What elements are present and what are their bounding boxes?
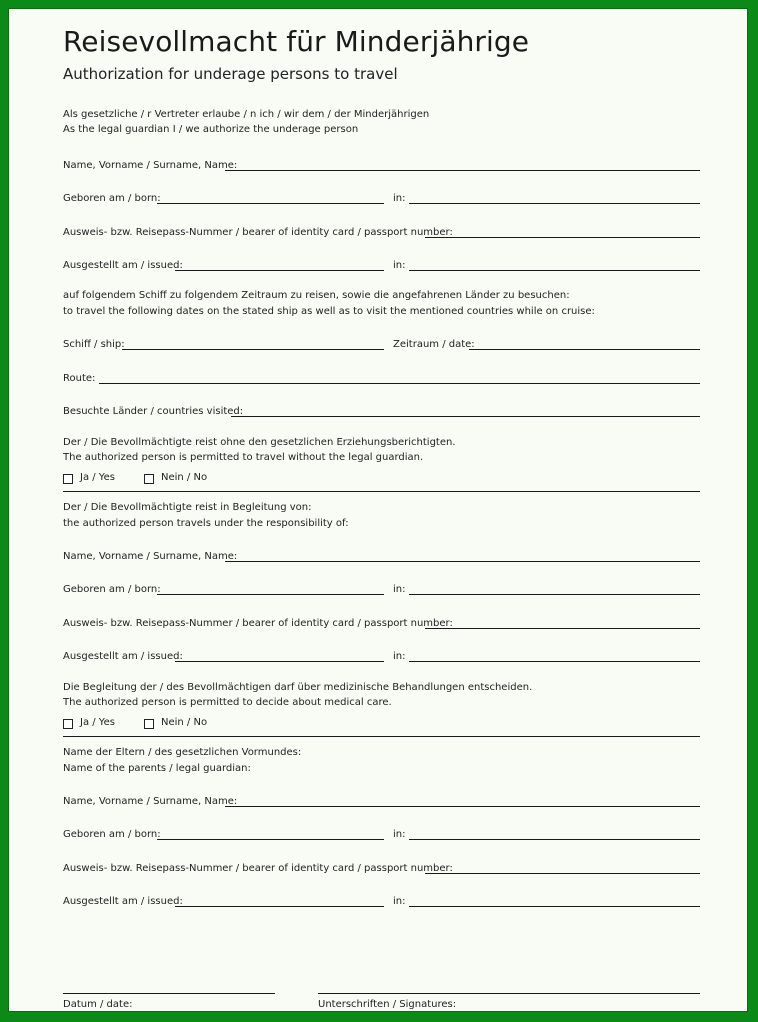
section-divider	[63, 491, 700, 492]
alone-question-de: Der / Die Bevollmächtigte reist ohne den gesetzlichen Erziehungsberichtigten.	[63, 437, 456, 448]
minor-passport-field[interactable]	[425, 237, 700, 238]
parent-born-in-label: in:	[393, 829, 406, 840]
date-signature-line[interactable]	[63, 993, 275, 994]
companion-born-place-field[interactable]	[409, 594, 700, 595]
companion-born-label: Geboren am / born:	[63, 584, 161, 595]
alone-question-en: The authorized person is permitted to travel without the legal guardian.	[63, 452, 424, 463]
countries-label: Besuchte Länder / countries visited:	[63, 406, 244, 417]
companion-born-date-field[interactable]	[157, 594, 384, 595]
companion-born-in-label: in:	[393, 584, 406, 595]
parents-intro-de: Name der Eltern / des gesetzlichen Vormundes:	[63, 747, 302, 758]
alone-yes-checkbox[interactable]	[63, 474, 73, 484]
travel-intro-de: auf folgendem Schiff zu folgendem Zeitraum zu reisen, sowie die angefahrenen Länder zu besuchen:	[63, 290, 570, 301]
travel-intro-en: to travel the following dates on the stated ship as well as to visit the mentioned countries while on cruise:	[63, 306, 595, 317]
parent-issued-date-field[interactable]	[175, 906, 384, 907]
ship-label: Schiff / ship:	[63, 339, 125, 350]
alone-no-label: Nein / No	[161, 472, 208, 483]
medical-question-en: The authorized person is permitted to decide about medical care.	[63, 697, 392, 708]
companion-intro-de: Der / Die Bevollmächtigte reist in Begleitung von:	[63, 502, 312, 513]
route-label: Route:	[63, 373, 96, 384]
minor-born-date-field[interactable]	[157, 203, 384, 204]
intro-de: Als gesetzliche / r Vertreter erlaube / n ich / wir dem / der Minderjährigen	[63, 109, 430, 120]
companion-issued-in-label: in:	[393, 651, 406, 662]
parent-passport-field[interactable]	[425, 873, 700, 874]
medical-question-de: Die Begleitung der / des Bevollmächtigen darf über medizinische Behandlungen entscheiden.	[63, 682, 533, 693]
minor-born-place-field[interactable]	[409, 203, 700, 204]
parent-issued-place-field[interactable]	[409, 906, 700, 907]
parent-born-label: Geboren am / born:	[63, 829, 161, 840]
parent-issued-label: Ausgestellt am / issued:	[63, 896, 183, 907]
minor-issued-date-field[interactable]	[175, 270, 384, 271]
companion-intro-en: the authorized person travels under the responsibility of:	[63, 518, 349, 529]
alone-no-checkbox[interactable]	[144, 474, 154, 484]
intro-en: As the legal guardian I / we authorize the underage person	[63, 124, 359, 135]
companion-passport-label: Ausweis- bzw. Reisepass-Nummer / bearer of identity card / passport number:	[63, 618, 453, 629]
section-divider	[63, 736, 700, 737]
medical-yes-checkbox[interactable]	[63, 719, 73, 729]
period-label: Zeitraum / date:	[393, 339, 475, 350]
medical-no-checkbox[interactable]	[144, 719, 154, 729]
minor-born-in-label: in:	[393, 193, 406, 204]
period-field[interactable]	[469, 349, 700, 350]
companion-issued-date-field[interactable]	[175, 661, 384, 662]
parent-issued-in-label: in:	[393, 896, 406, 907]
parent-born-date-field[interactable]	[157, 839, 384, 840]
minor-name-field[interactable]	[225, 170, 700, 171]
minor-issued-in-label: in:	[393, 260, 406, 271]
date-label: Datum / date:	[63, 999, 133, 1010]
countries-field[interactable]	[231, 416, 700, 417]
companion-passport-field[interactable]	[425, 628, 700, 629]
parent-name-field[interactable]	[225, 806, 700, 807]
companion-name-field[interactable]	[225, 561, 700, 562]
minor-born-label: Geboren am / born:	[63, 193, 161, 204]
companion-issued-label: Ausgestellt am / issued:	[63, 651, 183, 662]
minor-name-label: Name, Vorname / Surname, Name:	[63, 160, 238, 171]
parent-name-label: Name, Vorname / Surname, Name:	[63, 796, 238, 807]
route-field[interactable]	[99, 383, 700, 384]
medical-no-label: Nein / No	[161, 717, 208, 728]
form-subtitle: Authorization for underage persons to travel	[63, 65, 398, 83]
companion-issued-place-field[interactable]	[409, 661, 700, 662]
form-page	[8, 8, 748, 1012]
signatures-label: Unterschriften / Signatures:	[318, 999, 457, 1010]
minor-issued-place-field[interactable]	[409, 270, 700, 271]
parent-born-place-field[interactable]	[409, 839, 700, 840]
ship-field[interactable]	[122, 349, 384, 350]
medical-yes-label: Ja / Yes	[80, 717, 115, 728]
signatures-line[interactable]	[318, 993, 700, 994]
parent-passport-label: Ausweis- bzw. Reisepass-Nummer / bearer of identity card / passport number:	[63, 863, 453, 874]
minor-passport-label: Ausweis- bzw. Reisepass-Nummer / bearer of identity card / passport number:	[63, 227, 453, 238]
form-title: Reisevollmacht für Minderjährige	[63, 25, 530, 58]
minor-issued-label: Ausgestellt am / issued:	[63, 260, 183, 271]
alone-yes-label: Ja / Yes	[80, 472, 115, 483]
parents-intro-en: Name of the parents / legal guardian:	[63, 763, 251, 774]
companion-name-label: Name, Vorname / Surname, Name:	[63, 551, 238, 562]
